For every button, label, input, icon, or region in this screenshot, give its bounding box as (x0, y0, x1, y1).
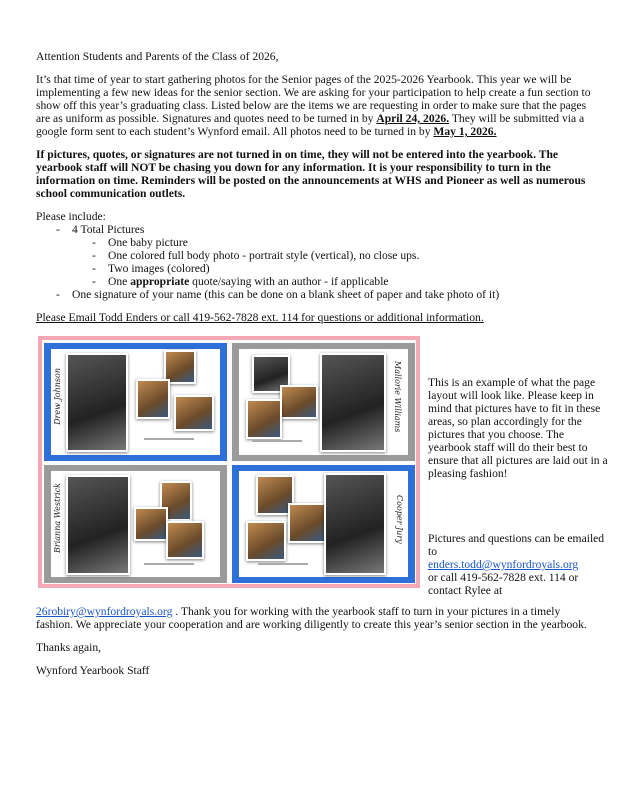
closing-paragraph: 26robiry@wynfordroyals.org . Thank you for working with the yearbook staff to turn in your pictures in a timely fashion. We appreciate your cooperation and are working diligently to create this year’s senior section in the yearbook. (36, 605, 587, 631)
layout-panel: Brianna Westrick (44, 465, 227, 583)
list-item: - One signature of your name (this can be done on a blank sheet of paper and take photo of it) (36, 288, 598, 301)
warning-paragraph: If pictures, quotes, or signatures are not turned in on time, they will not be entered into the yearbook. The yearbook staff will NOT be chasing you down for any information. It is your responsibility to turn in the information on time. Reminders will be posted on the announcements at WHS and Pioneer as well as numerous school communication outlets. (36, 148, 586, 200)
email-link-rylee[interactable]: 26robiry@wynfordroyals.org (36, 605, 173, 618)
layout-panel: Cooper Jury (232, 465, 415, 583)
greeting: Attention Students and Parents of the Class of 2026, (36, 50, 279, 63)
list-item: - One baby picture (36, 236, 598, 249)
list-item: - Two images (colored) (36, 262, 598, 275)
email-link-enders[interactable]: enders.todd@wynfordroyals.org (428, 558, 579, 571)
example-section (38, 336, 608, 597)
example-yearbook-layout-image (38, 336, 420, 588)
side-column (420, 336, 608, 597)
list-item: - 4 Total Pictures (36, 223, 598, 236)
side-contact: Pictures and questions can be emailed to enders.todd@wynfordroyals.org or call 419-562-7828 ext. 114 or contact Rylee at (428, 532, 605, 597)
list-item: - One colored full body photo - portrait style (vertical), no close ups. (36, 249, 598, 262)
signoff: Wynford Yearbook Staff (36, 664, 150, 677)
intro-paragraph: It’s that time of year to start gathering photos for the Senior pages of the 2025-2026 Yearbook. This year we will be implementing a few new ideas for the senior section. We are asking for your participation to help create a fun section to show off this year’s graduating class. Listed below are the items we are requesting in order to make sure that the pages are as uniform as possible. Signatures and quotes need to be turned in by April 24, 2026. They will be submitted via a google form sent to each student’s Wynford email. All photos need to be turned in by May 1, 2026. (36, 73, 591, 138)
layout-panel: Drew Johnson (44, 343, 227, 461)
layout-panel: Mallorie Williams (232, 343, 415, 461)
signature-deadline: April 24, 2026. (376, 112, 450, 125)
contact-line: Please Email Todd Enders or call 419-562-7828 ext. 114 for questions or additional information. (36, 311, 484, 324)
layout-note: This is an example of what the page layout will look like. Please keep in mind that pictures have to fit in these areas, so plan accordingly for the pictures that you choose. The yearbook staff will do their best to ensure that all pictures are laid out in a pleasing fashion! (428, 376, 608, 480)
include-list (36, 210, 598, 301)
thanks: Thanks again, (36, 641, 102, 654)
photo-deadline: May 1, 2026. (433, 125, 497, 138)
list-item: - One appropriate quote/saying with an author - if applicable (36, 275, 598, 288)
include-heading: Please include: (36, 210, 106, 223)
